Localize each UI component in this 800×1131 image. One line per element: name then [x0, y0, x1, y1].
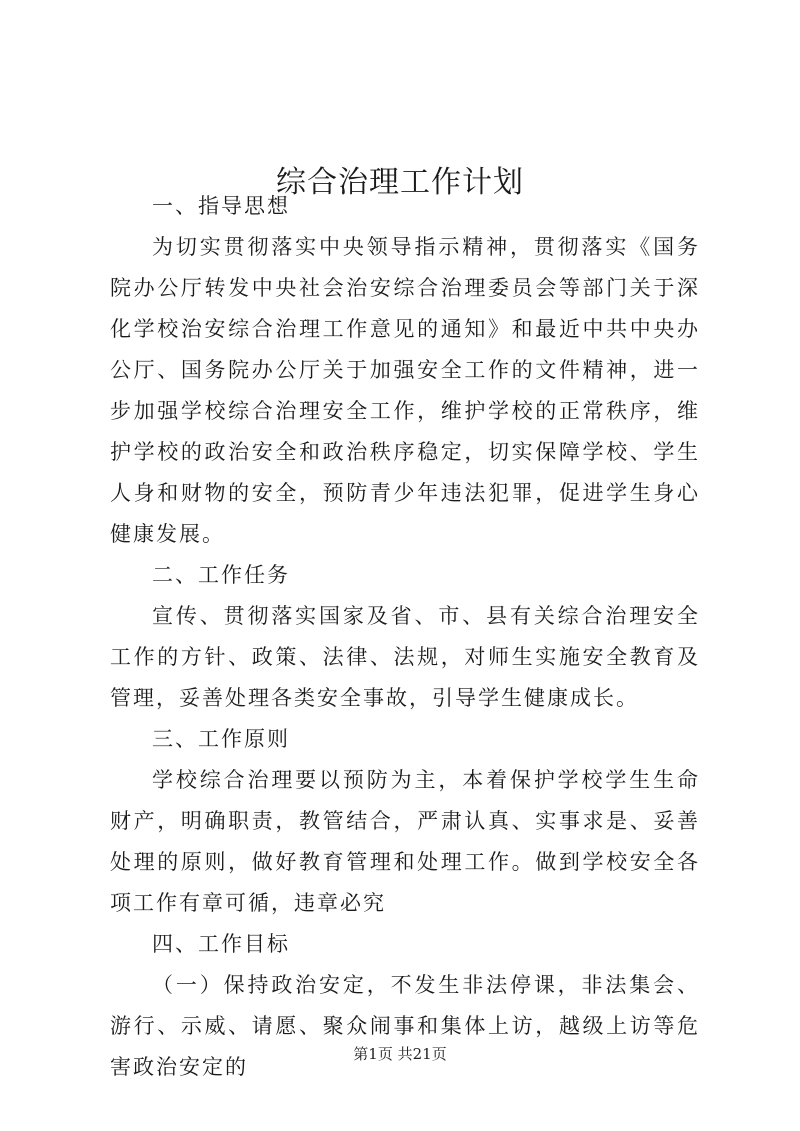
section-heading: 三、工作原则	[152, 727, 290, 751]
section-heading: 一、指导思想	[152, 194, 290, 218]
section-heading: 二、工作任务	[152, 563, 290, 587]
document-body	[110, 186, 700, 1088]
section-heading: 四、工作目标	[152, 932, 290, 956]
page-number-footer: 第1页 共21页	[353, 1045, 447, 1063]
paragraph: 宣传、贯彻落实国家及省、市、县有关综合治理安全工作的方针、政策、法律、法规，对师生实施安全教育及管理，妥善处理各类安全事故，引导学生健康成长。	[110, 604, 700, 710]
paragraph: 学校综合治理要以预防为主，本着保护学校学生生命财产，明确职责，教管结合，严肃认真、实事求是、妥善处理的原则，做好教育管理和处理工作。做到学校安全各项工作有章可循，违章必究	[110, 768, 700, 915]
document-title: 综合治理工作计划	[276, 165, 524, 201]
paragraph: 为切实贯彻落实中央领导指示精神，贯彻落实《国务院办公厅转发中央社会治安综合治理委员会等部门关于深化学校治安综合治理工作意见的通知》和最近中共中央办公厅、国务院办公厅关于加强安全工作的文件精神，进一步加强学校综合治理安全工作，维护学校的正常秩序，维护学校的政治安全和政治秩序稳定，切实保障学校、学生人身和财物的安全，预防青少年违法犯罪，促进学生身心健康发展。	[110, 235, 700, 546]
paragraph: （一）保持政治安定，不发生非法停课，非法集会、游行、示威、请愿、聚众闹事和集体上访，越级上访等危害政治安定的	[110, 973, 700, 1079]
